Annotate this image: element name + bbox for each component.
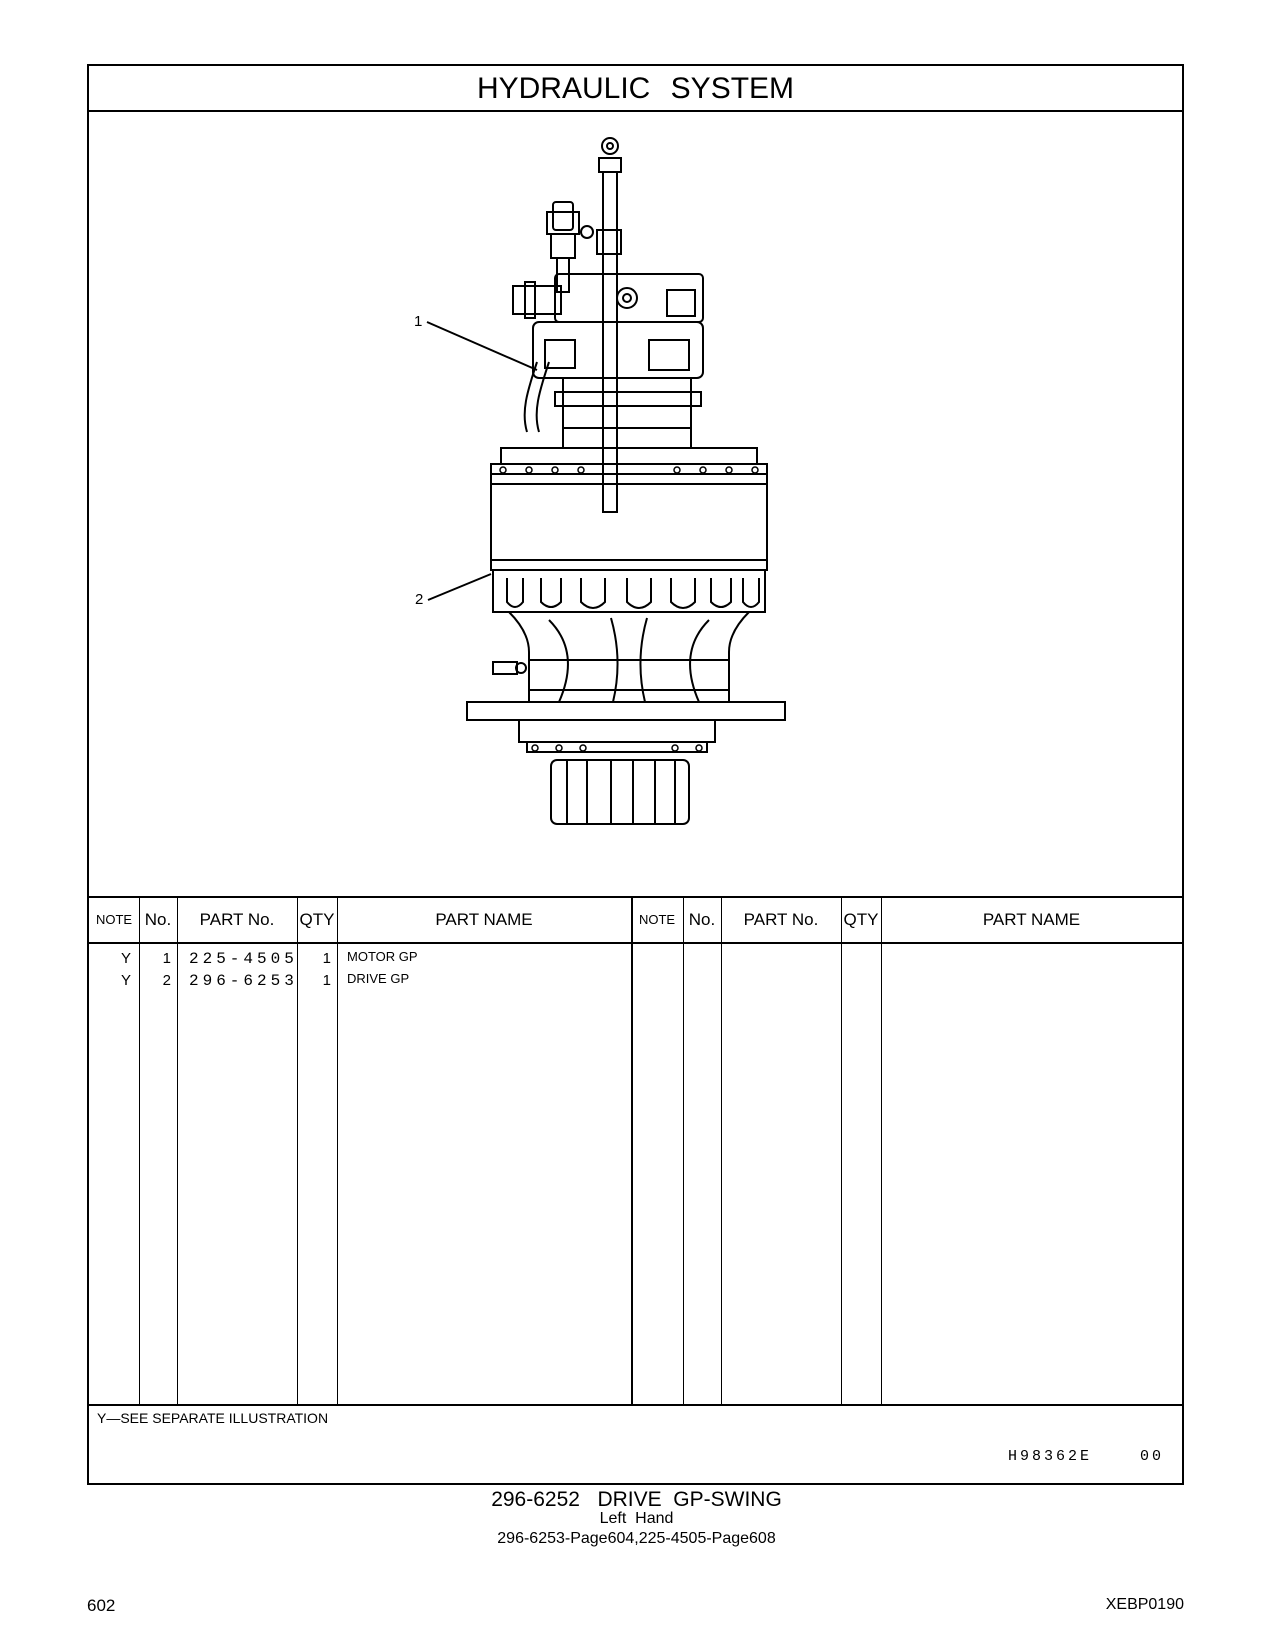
- row-number: 2: [162, 972, 171, 989]
- caption-sub: Left Hand: [599, 1510, 674, 1527]
- callout-1: 1: [414, 313, 423, 330]
- parts-table-body: [89, 944, 1182, 1404]
- row-qty: 1: [322, 972, 331, 989]
- document-code: XEBP0190: [1105, 1596, 1184, 1613]
- header-qty-right: QTY: [843, 910, 879, 929]
- row-part-number: 296-6253: [189, 972, 298, 990]
- header-qty-left: QTY: [299, 910, 335, 929]
- header-no-right: No.: [688, 910, 716, 929]
- header-part-name-right: PART NAME: [982, 910, 1081, 929]
- header-part-no-left: PART No.: [199, 910, 275, 929]
- page-title: HYDRAULIC SYSTEM: [89, 66, 1182, 112]
- row-note: Y: [120, 950, 131, 967]
- table-footer: [89, 1404, 1182, 1485]
- footnote: Y—SEE SEPARATE ILLUSTRATION: [97, 1410, 329, 1426]
- row-number: 1: [162, 950, 171, 967]
- header-no-left: No.: [144, 910, 172, 929]
- header-part-name-left: PART NAME: [435, 910, 533, 929]
- row-qty: 1: [322, 950, 331, 967]
- caption-refs: 296-6253-Page604,225-4505-Page608: [497, 1530, 776, 1547]
- callout-2: 2: [415, 591, 424, 608]
- page-number: 602: [87, 1596, 116, 1615]
- exploded-illustration: [89, 112, 1182, 902]
- row-part-number: 225-4505: [189, 950, 298, 968]
- caption-main: 296-6252 DRIVE GP-SWING: [491, 1488, 782, 1511]
- table-header: [89, 896, 1182, 944]
- illustration-code: H98362E 00: [1007, 1448, 1164, 1465]
- header-part-no-right: PART No.: [743, 910, 819, 929]
- row-part-name: DRIVE GP: [347, 971, 410, 986]
- row-note: Y: [120, 972, 131, 989]
- header-note-left: NOTE: [95, 912, 133, 927]
- swing-drive-drawing: [89, 112, 1182, 902]
- header-note-right: NOTE: [638, 912, 676, 927]
- row-part-name: MOTOR GP: [347, 949, 418, 964]
- parts-page-frame: [87, 64, 1184, 1485]
